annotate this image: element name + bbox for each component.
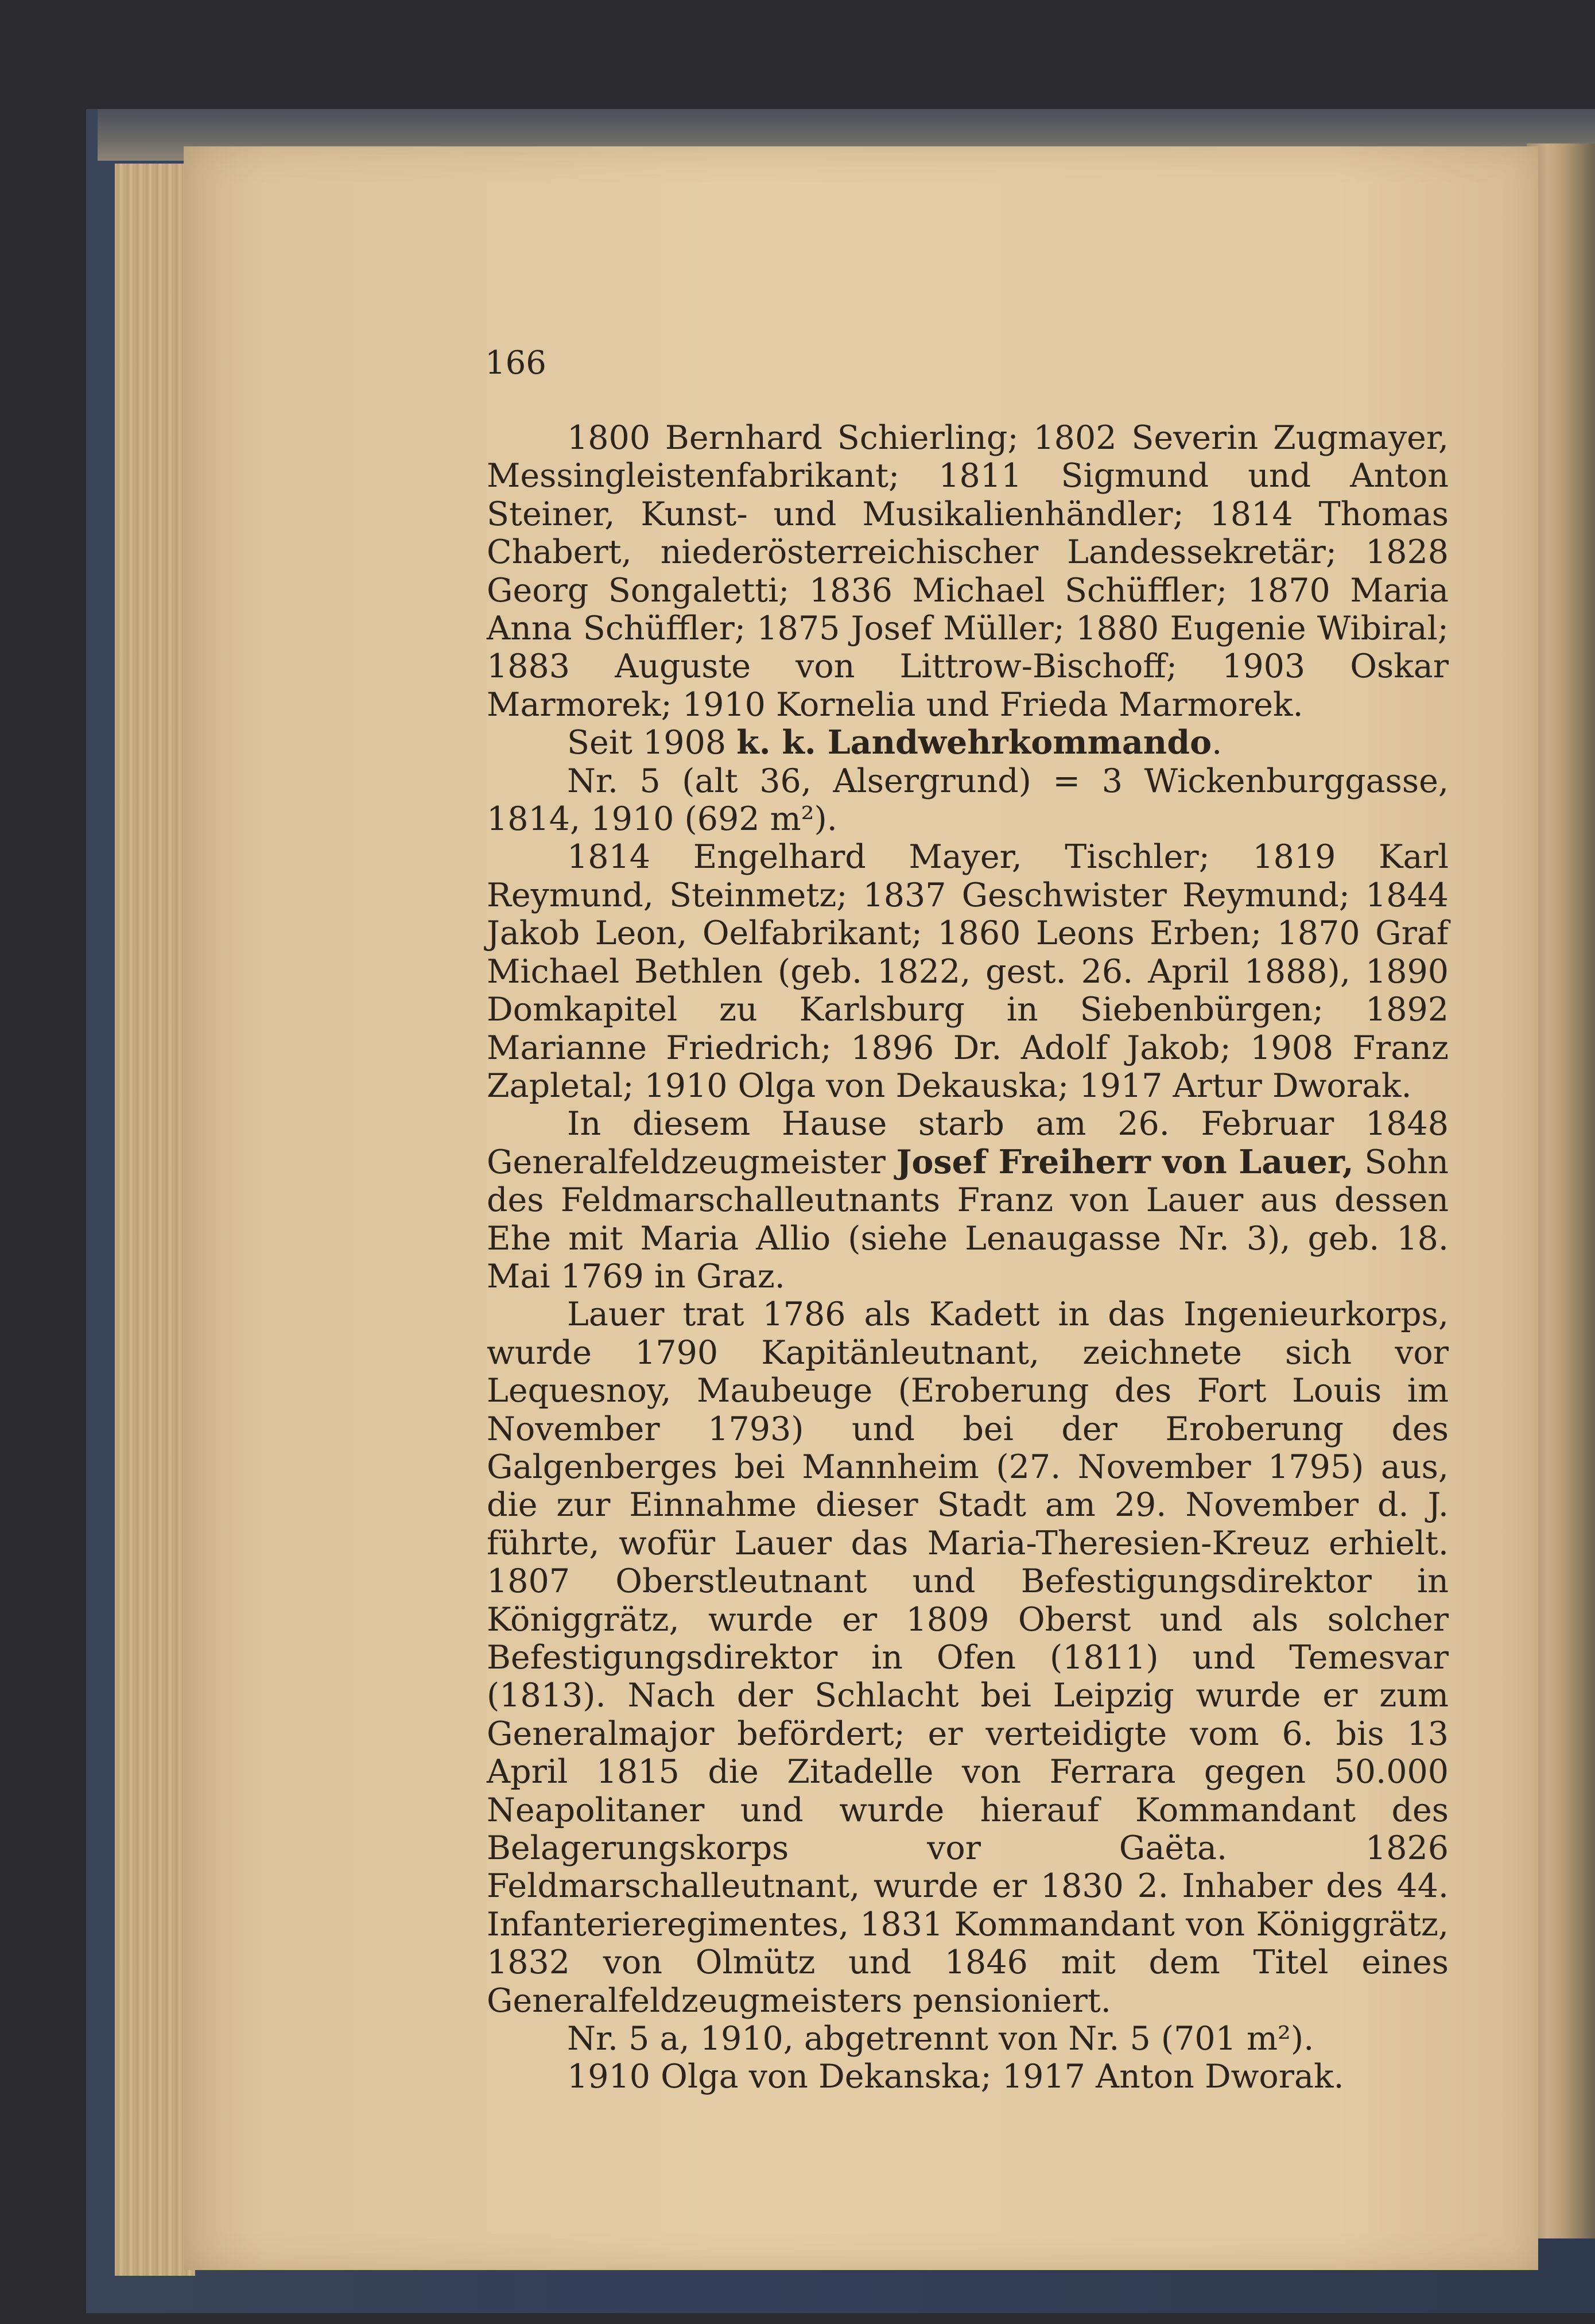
page-edge-left [115, 164, 195, 2276]
page-number: 166 [485, 344, 546, 382]
text-run: . [1212, 724, 1223, 762]
paragraph [487, 838, 1449, 1105]
text-run: 1800 Bernhard Schierling; 1802 Severin Zugmayer, Messingleistenfabrikant; 1811 Sigmund und Anton Steiner, Kunst- und Musikalienhändler; 1814 Thomas Chabert, niederösterreichischer Landessekretär; 1828 Georg Songaletti; 1836 Michael Schüffler; 1870 Maria Anna Schüffler; 1875 Josef Müller; 1880 Eugenie Wibiral; 1883 Auguste von Littrow-Bischoff; 1903 Oskar Marmorek; 1910 Kornelia und Frieda Marmorek. [487, 419, 1449, 724]
paragraph [487, 1105, 1449, 1295]
text-run: Nr. 5 a, 1910, abgetrennt von Nr. 5 (701 m²). [567, 2020, 1314, 2058]
text-run: 1910 Olga von Dekanska; 1917 Anton Dworak. [567, 2058, 1344, 2096]
text-run: Sohn des Feldmarschalleutnants Franz von Lauer aus dessen Ehe mit Maria Allio (siehe Lenaugasse Nr. 3), geb. 18. Mai 1769 in Graz. [487, 1143, 1449, 1295]
paragraph [487, 724, 1449, 762]
heading-run: k. k. Landwehrkommando [736, 723, 1212, 762]
paragraph [487, 762, 1449, 839]
person-name: Josef Freiherr von Lauer, [896, 1142, 1354, 1181]
text-run: Lauer trat 1786 als Kadett in das Ingenieurkorps, wurde 1790 Kapitänleutnant, zeichnete sich vor Lequesnoy, Maubeuge (Eroberung des Fort Louis im November 1793) und bei der Eroberung des Galgenberges bei Mannheim (27. November 1795) aus, die zur Einnahme dieser Stadt am 29. November d. J. führte, wofür Lauer das Maria-Theresien-Kreuz erhielt. 1807 Oberstleutnant und Befestigungsdirektor in Königgrätz, wurde er 1809 Oberst und als solcher Befestigungsdirektor in Ofen (1811) und Temesvar (1813). Nach der Schlacht bei Leipzig wurde er zum Generalmajor befördert; er verteidigte vom 6. bis 13 April 1815 die Zitadelle von Ferrara gegen 50.000 Neapolitaner und wurde hierauf Kommandant des Belagerungskorps vor Gaëta. 1826 Feldmarschalleutnant, wurde er 1830 2. Inhaber des 44. Infanterieregimentes, 1831 Kommandant von Königgrätz, 1832 von Olmütz und 1846 mit dem Titel eines Generalfeldzeugmeisters pensioniert. [487, 1295, 1449, 2020]
paragraph [487, 1295, 1449, 2020]
paragraph [487, 419, 1449, 724]
text-run: Nr. 5 (alt 36, Alsergrund) = 3 Wickenburggasse, 1814, 1910 (692 m²). [487, 762, 1449, 839]
text-body [487, 419, 1449, 2096]
paragraph [487, 2058, 1449, 2096]
text-run: 1814 Engelhard Mayer, Tischler; 1819 Karl Reymund, Steinmetz; 1837 Geschwister Reymund; 1844 Jakob Leon, Oelfabrikant; 1860 Leons Erben; 1870 Graf Michael Bethlen (geb. 1822, gest. 26. April 1888), 1890 Domkapitel zu Karlsburg in Siebenbürgen; 1892 Marianne Friedrich; 1896 Dr. Adolf Jakob; 1908 Franz Zapletal; 1910 Olga von Dekauska; 1917 Artur Dworak. [487, 838, 1449, 1105]
text-run: Seit 1908 [567, 724, 737, 762]
text-run: In diesem Hause starb am 26. Februar 1848 Generalfeldzeugmeister [487, 1105, 1449, 1181]
paragraph [487, 2020, 1449, 2058]
